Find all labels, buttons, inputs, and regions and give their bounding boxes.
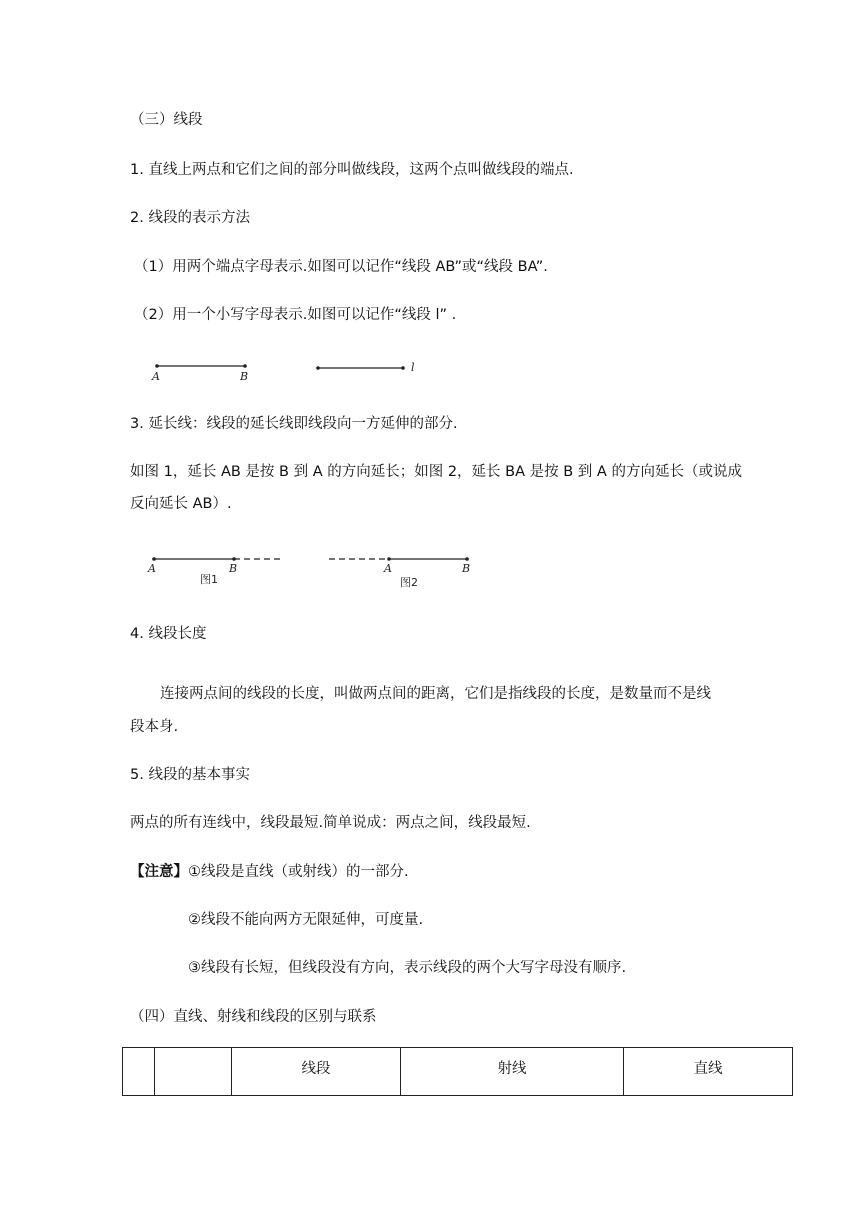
table-header-ray: 射线	[401, 1048, 624, 1096]
table-cell-1	[123, 1048, 155, 1096]
segment-label-l: l	[411, 361, 415, 374]
figure-2	[325, 548, 485, 593]
figure-1	[140, 548, 300, 593]
point-label-a: A	[384, 562, 392, 575]
para-extension: 3. 延长线：线段的延长线即线段向一方延伸的部分.	[130, 416, 458, 432]
section-heading-3: （三）线段	[130, 112, 203, 128]
para-fact: 两点的所有连线中，线段最短.简单说成：两点之间，线段最短.	[130, 815, 531, 831]
note-item-3: ③线段有长短，但线段没有方向，表示线段的两个大写字母没有顺序.	[188, 960, 627, 976]
note-item-1: ①线段是直线（或射线）的一部分.	[188, 864, 409, 880]
figure-caption: 图2	[400, 576, 418, 589]
note-line-1	[130, 862, 409, 882]
section-heading-4: （四）直线、射线和线段的区别与联系	[130, 1009, 377, 1025]
point-label-a: A	[152, 370, 160, 383]
table-cell-2	[155, 1048, 232, 1096]
point-label-b: B	[229, 562, 238, 575]
para-notation-heading: 2. 线段的表示方法	[130, 210, 250, 226]
para-notation-2: （2）用一个小写字母表示.如图可以记作“线段 l” .	[134, 307, 457, 323]
point-label-b: B	[240, 370, 249, 383]
point-label-a: A	[148, 562, 156, 575]
point-label-b: B	[462, 562, 471, 575]
note-item-2: ②线段不能向两方无限延伸，可度量.	[188, 912, 424, 928]
para-definition: 1. 直线上两点和它们之间的部分叫做线段，这两个点叫做线段的端点.	[130, 162, 574, 178]
figure-caption: 图1	[200, 573, 218, 586]
para-length-2: 段本身.	[130, 719, 179, 735]
table-header-line: 直线	[624, 1048, 793, 1096]
para-extension-example-2: 反向延长 AB）.	[130, 496, 232, 512]
table-row	[123, 1048, 793, 1096]
figure-segments	[140, 355, 440, 385]
note-label: 【注意】	[130, 864, 188, 880]
para-notation-1: （1）用两个端点字母表示.如图可以记作“线段 AB”或“线段 BA”.	[134, 259, 548, 275]
table-header-segment: 线段	[232, 1048, 401, 1096]
comparison-table	[122, 1047, 793, 1096]
para-extension-example-1: 如图 1，延长 AB 是按 B 到 A 的方向延长；如图 2，延长 BA 是按 B 到 A 的方向延长（或说成	[130, 464, 742, 480]
para-length-heading: 4. 线段长度	[130, 626, 207, 642]
para-length-1: 连接两点间的线段的长度，叫做两点间的距离，它们是指线段的长度，是数量而不是线	[160, 686, 711, 702]
para-fact-heading: 5. 线段的基本事实	[130, 767, 250, 783]
